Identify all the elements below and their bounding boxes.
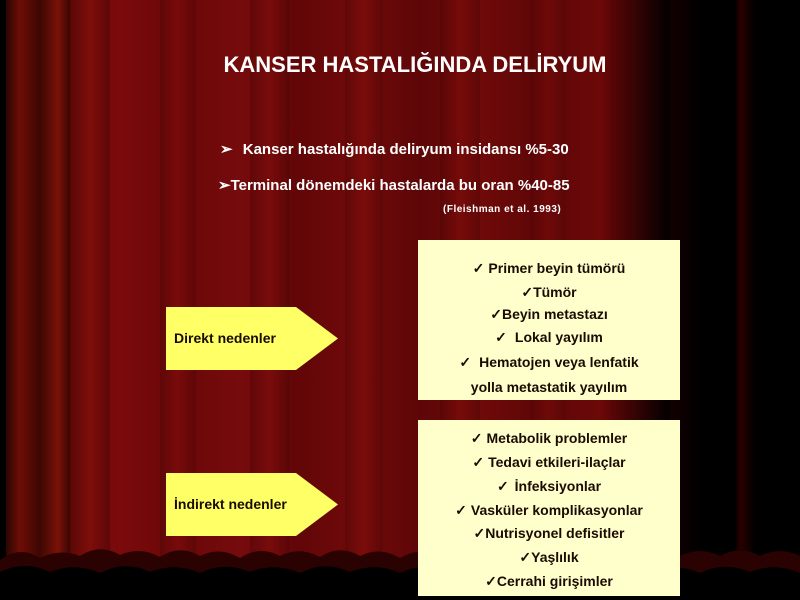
indirect-item: ✓ İnfeksiyonlar <box>496 478 602 494</box>
check-icon: ✓ <box>472 454 485 470</box>
check-icon: ✓ <box>490 306 502 322</box>
direct-item: ✓Tümör <box>521 284 577 300</box>
direct-causes-box <box>418 240 680 400</box>
check-icon: ✓ <box>470 430 483 446</box>
bullet-terminal <box>218 176 570 194</box>
direct-item: ✓ Lokal yayılım <box>495 329 603 345</box>
indirect-item: ✓Nutrisyonel defisitler <box>473 525 625 541</box>
slide-title: KANSER HASTALIĞINDA DELİRYUM <box>223 52 607 77</box>
bullet-incidence-text: Kanser hastalığında deliryum insidansı %5-30 <box>242 141 569 158</box>
indirect-item: ✓ Metabolik problemler <box>470 430 628 446</box>
arrow-bullet-icon: ➢ <box>220 141 233 158</box>
arrow-bullet-icon: ➢ <box>218 177 231 194</box>
direct-item: ✓ Primer beyin tümörü <box>472 260 626 276</box>
check-icon: ✓ <box>495 329 507 345</box>
citation: (Fleishman et al. 1993) <box>443 204 562 215</box>
indirect-item: ✓ Tedavi etkileri-ilaçlar <box>472 454 626 470</box>
check-icon: ✓ <box>485 573 497 589</box>
indirect-causes-box <box>418 420 680 596</box>
check-icon: ✓ <box>473 525 486 541</box>
direct-causes-arrow <box>166 307 338 370</box>
direct-causes-label: Direkt nedenler <box>174 330 276 346</box>
indirect-causes-arrow <box>166 473 338 536</box>
indirect-item: ✓Cerrahi girişimler <box>485 573 613 589</box>
check-icon: ✓ <box>519 549 532 565</box>
indirect-item: ✓Yaşlılık <box>519 549 579 565</box>
direct-item: yolla metastatik yayılım <box>470 379 628 395</box>
bullet-terminal-text: Terminal dönemdeki hastalarda bu oran %40-85 <box>230 177 570 194</box>
direct-item: ✓ Hematojen veya lenfatik <box>459 354 639 370</box>
indirect-causes-label: İndirekt nedenler <box>174 496 287 512</box>
direct-item: ✓Beyin metastazı <box>490 306 608 322</box>
bullet-incidence <box>220 140 569 158</box>
indirect-item: ✓ Vasküler komplikasyonlar <box>455 502 643 518</box>
check-icon: ✓ <box>455 502 467 518</box>
check-icon: ✓ <box>521 284 534 300</box>
check-icon: ✓ <box>496 478 509 494</box>
check-icon: ✓ <box>472 260 485 276</box>
check-icon: ✓ <box>459 354 472 370</box>
